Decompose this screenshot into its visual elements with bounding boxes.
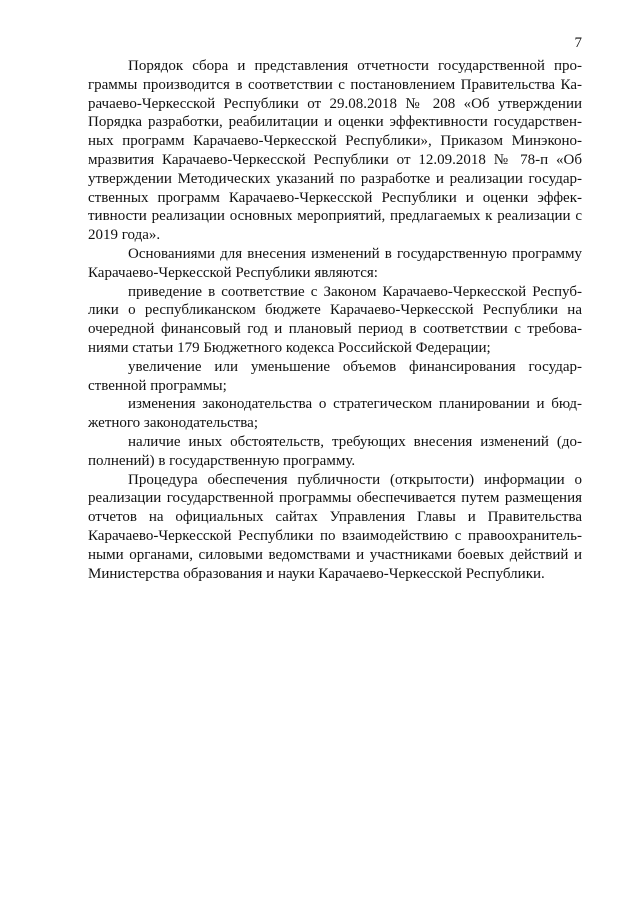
paragraph-legislation-change: изменения законодательства о стратегическом планировании и бюджетного законодательства; xyxy=(88,396,582,432)
paragraph-funding-change: увеличение или уменьшение объемов финансирования государственной программы; xyxy=(88,358,582,394)
page-number: 7 xyxy=(574,35,582,51)
document-body xyxy=(88,57,582,583)
paragraph-publicity-procedure: Процедура обеспечения публичности (открытости) информации о реализации государственной программы обеспечивается путем размещения отчетов на официальных сайтах Управления Главы и Правительства Карачаево-Черкесской Республики по взаимодействию с правоохранительными органами, силовыми ведомствами и участниками боевых действий и Министерства образования и науки Карачаево-Черкесской Республики. xyxy=(88,471,582,582)
paragraph-budget-law-alignment: приведение в соответствие с Законом Карачаево-Черкесской Республики о республиканском бюджете Карачаево-Черкесской Республики на очередной финансовый год и плановый период в соответствии с требованиями статьи 179 Бюджетного кодекса Российской Федерации; xyxy=(88,283,582,356)
paragraph-other-circumstances: наличие иных обстоятельств, требующих внесения изменений (дополнений) в государственную программу. xyxy=(88,433,582,469)
paragraph-reporting-procedure: Порядок сбора и представления отчетности государственной программы производится в соответствии с постановлением Правительства Карачаево-Черкесской Республики от 29.08.2018 № 208 «Об утверждении Порядка разработки, реабилитации и оценки эффективности государственных программ Карачаево-Черкесской Республики», Приказом Минэкономразвития Карачаево-Черкесской Республики от 12.09.2018 № 78-п «Об утверждении Методических указаний по разработке и реализации государственных программ Карачаево-Черкесской Республики и оценки эффективности реализации основных мероприятий, предлагаемых к реализации с 2019 года». xyxy=(88,58,582,244)
paragraph-grounds-intro: Основаниями для внесения изменений в государственную программу Карачаево-Черкесской Республики являются: xyxy=(88,245,582,281)
